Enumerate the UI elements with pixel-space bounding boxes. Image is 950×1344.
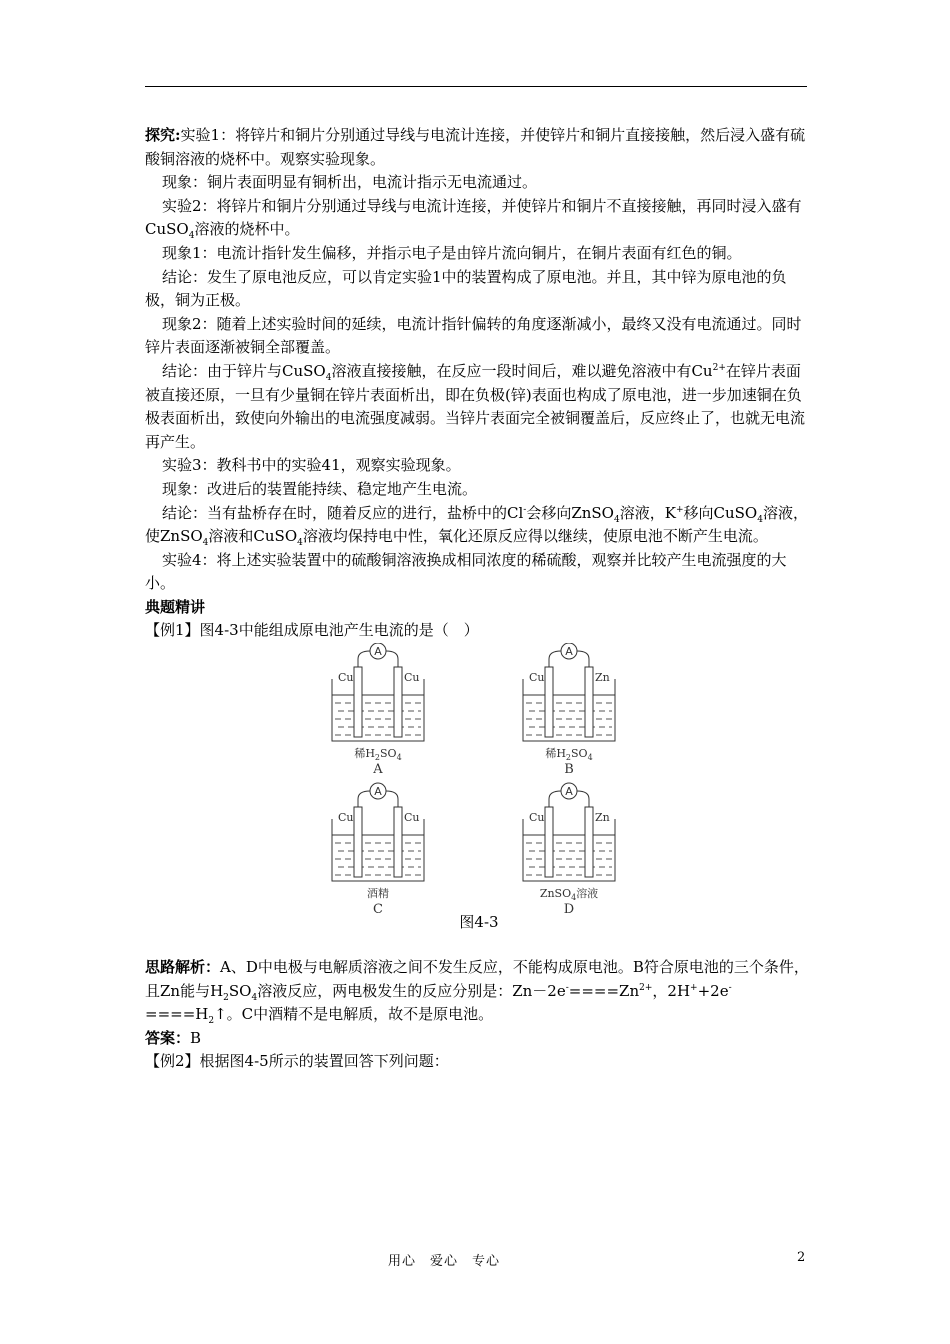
left-wire bbox=[549, 651, 561, 667]
panel-letter: B bbox=[564, 762, 574, 778]
paragraph-phenomenon-1: 现象1：电流计指针发生偏移，并指示电子是由锌片流向铜片，在铜片表面有红色的铜。 bbox=[162, 243, 742, 262]
right-electrode-label: Cu bbox=[404, 811, 420, 825]
galvanic-cell-diagrams bbox=[145, 643, 813, 956]
left-electrode bbox=[354, 807, 362, 877]
left-electrode bbox=[545, 667, 553, 737]
right-wire bbox=[386, 791, 398, 807]
right-electrode-label: Zn bbox=[595, 671, 610, 685]
paragraph-phenomenon-2: 现象2：随着上述实验时间的延续，电流计指针偏转的角度逐渐减小，最终又没有电流通过。同时锌片表面逐渐被铜全部覆盖。 bbox=[145, 314, 802, 357]
paragraph-phenomenon-3: 现象：改进后的装置能持续、稳定地产生电流。 bbox=[162, 479, 478, 498]
right-wire bbox=[577, 651, 589, 667]
figure-caption: 图4-3 bbox=[459, 913, 499, 932]
example-1-question: 【例1】图4-3中能组成原电池产生电流的是（ ） bbox=[145, 621, 479, 640]
beaker bbox=[332, 679, 424, 741]
panel-letter: D bbox=[563, 902, 575, 918]
left-electrode-label: Cu bbox=[529, 671, 545, 685]
cell-panel-d bbox=[523, 783, 615, 917]
ammeter-label: A bbox=[565, 645, 573, 659]
ammeter-label: A bbox=[565, 785, 573, 799]
paragraph-conclusion-3: 结论：当有盐桥存在时，随着反应的进行，盐桥中的Cl-会移向ZnSO$_4$溶液，K+移向CuSO$_4$溶液，使ZnSO$_4$溶液和CuSO$_4$溶液均保持电中性，氧化还原反应得以继续，使原电池不断产生电流。 bbox=[145, 503, 808, 549]
beaker bbox=[523, 679, 615, 741]
right-wire bbox=[386, 651, 398, 667]
paragraph-experiment-4: 实验4：将上述实验装置中的硫酸铜溶液换成相同浓度的稀硫酸，观察并比较产生电流强度的大小。 bbox=[145, 550, 787, 593]
footer-motto: 用心 爱心 专心 bbox=[388, 1254, 501, 1269]
ammeter-label: A bbox=[374, 645, 382, 659]
right-electrode bbox=[394, 807, 402, 877]
paragraph-experiment-3: 实验3：教科书中的实验41，观察实验现象。 bbox=[162, 456, 461, 475]
page-number: 2 bbox=[797, 1250, 806, 1265]
right-wire bbox=[577, 791, 589, 807]
left-electrode bbox=[545, 807, 553, 877]
beaker bbox=[523, 819, 615, 881]
paragraph-conclusion-1: 结论：发生了原电池反应，可以肯定实验1中的装置构成了原电池。并且，其中锌为原电池的负极，铜为正极。 bbox=[145, 267, 787, 310]
paragraph-explore: 探究:实验1：将锌片和铜片分别通过导线与电流计连接，并使锌片和铜片直接接触，然后浸入盛有硫酸铜溶液的烧杯中。观察实验现象。 bbox=[145, 126, 806, 168]
right-electrode bbox=[585, 667, 593, 737]
right-electrode-label: Zn bbox=[595, 811, 610, 825]
figure-4-3 bbox=[145, 643, 813, 956]
paragraph-conclusion-2: 结论：由于锌片与CuSO$_4$溶液直接接触，在反应一段时间后，难以避免溶液中有$Cu^{2+}$在锌片表面被直接还原，一旦有少量铜在锌片表面析出，即在负极(锌)表面也构成了原电池，进一步加速铜在负极表面析出，致使向外输出的电流强度减弱。当锌片表面完全被铜覆盖后，反应终止了，也就无电流再产生。 bbox=[145, 361, 806, 451]
right-electrode bbox=[394, 667, 402, 737]
left-electrode-label: Cu bbox=[529, 811, 545, 825]
example-1-answer: 答案：B bbox=[145, 1028, 202, 1047]
example-1-analysis: 思路解析：A、D中电极与电解质溶液之间不发生反应，不能构成原电池。B符合原电池的三个条件，且Zn能与$H_2SO_4$溶液反应，两电极发生的反应分别是：$Zn-2e^-====Zn^{2+}$，$2H^++2e^-====H_2↑$。C中酒精不是电解质，故不是原电池。 bbox=[145, 958, 809, 1027]
solution-label: 稀$H_2SO_4$ bbox=[354, 747, 402, 763]
cell-panel-b bbox=[523, 643, 615, 777]
explore-label: 探究: bbox=[145, 126, 181, 144]
right-electrode bbox=[585, 807, 593, 877]
panel-letter: A bbox=[373, 762, 383, 778]
section-heading: 典题精讲 bbox=[145, 597, 206, 616]
left-wire bbox=[358, 791, 370, 807]
left-electrode-label: Cu bbox=[338, 671, 354, 685]
solution-label: ZnSO$_4$溶液 bbox=[539, 887, 599, 903]
left-electrode bbox=[354, 667, 362, 737]
beaker bbox=[332, 819, 424, 881]
paragraph-experiment-2: 实验2：将锌片和铜片分别通过导线与电流计连接，并使锌片和铜片不直接接触，再同时浸入盛有CuSO$_4$溶液的烧杯中。 bbox=[145, 196, 802, 242]
header-rule bbox=[145, 86, 807, 87]
cell-panel-a bbox=[332, 643, 424, 777]
solution-label: 稀$H_2SO_4$ bbox=[545, 747, 593, 763]
document-body bbox=[145, 124, 813, 1074]
cell-panel-c bbox=[332, 783, 424, 917]
right-electrode-label: Cu bbox=[404, 671, 420, 685]
left-electrode-label: Cu bbox=[338, 811, 354, 825]
panel-letter: C bbox=[373, 902, 383, 918]
example-2-question: 【例2】根据图4-5所示的装置回答下列问题： bbox=[145, 1052, 449, 1071]
paragraph-phenomenon: 现象：铜片表面明显有铜析出，电流计指示无电流通过。 bbox=[162, 173, 538, 192]
solution-label: 酒精 bbox=[367, 887, 389, 901]
left-wire bbox=[358, 651, 370, 667]
ammeter-label: A bbox=[374, 785, 382, 799]
left-wire bbox=[549, 791, 561, 807]
